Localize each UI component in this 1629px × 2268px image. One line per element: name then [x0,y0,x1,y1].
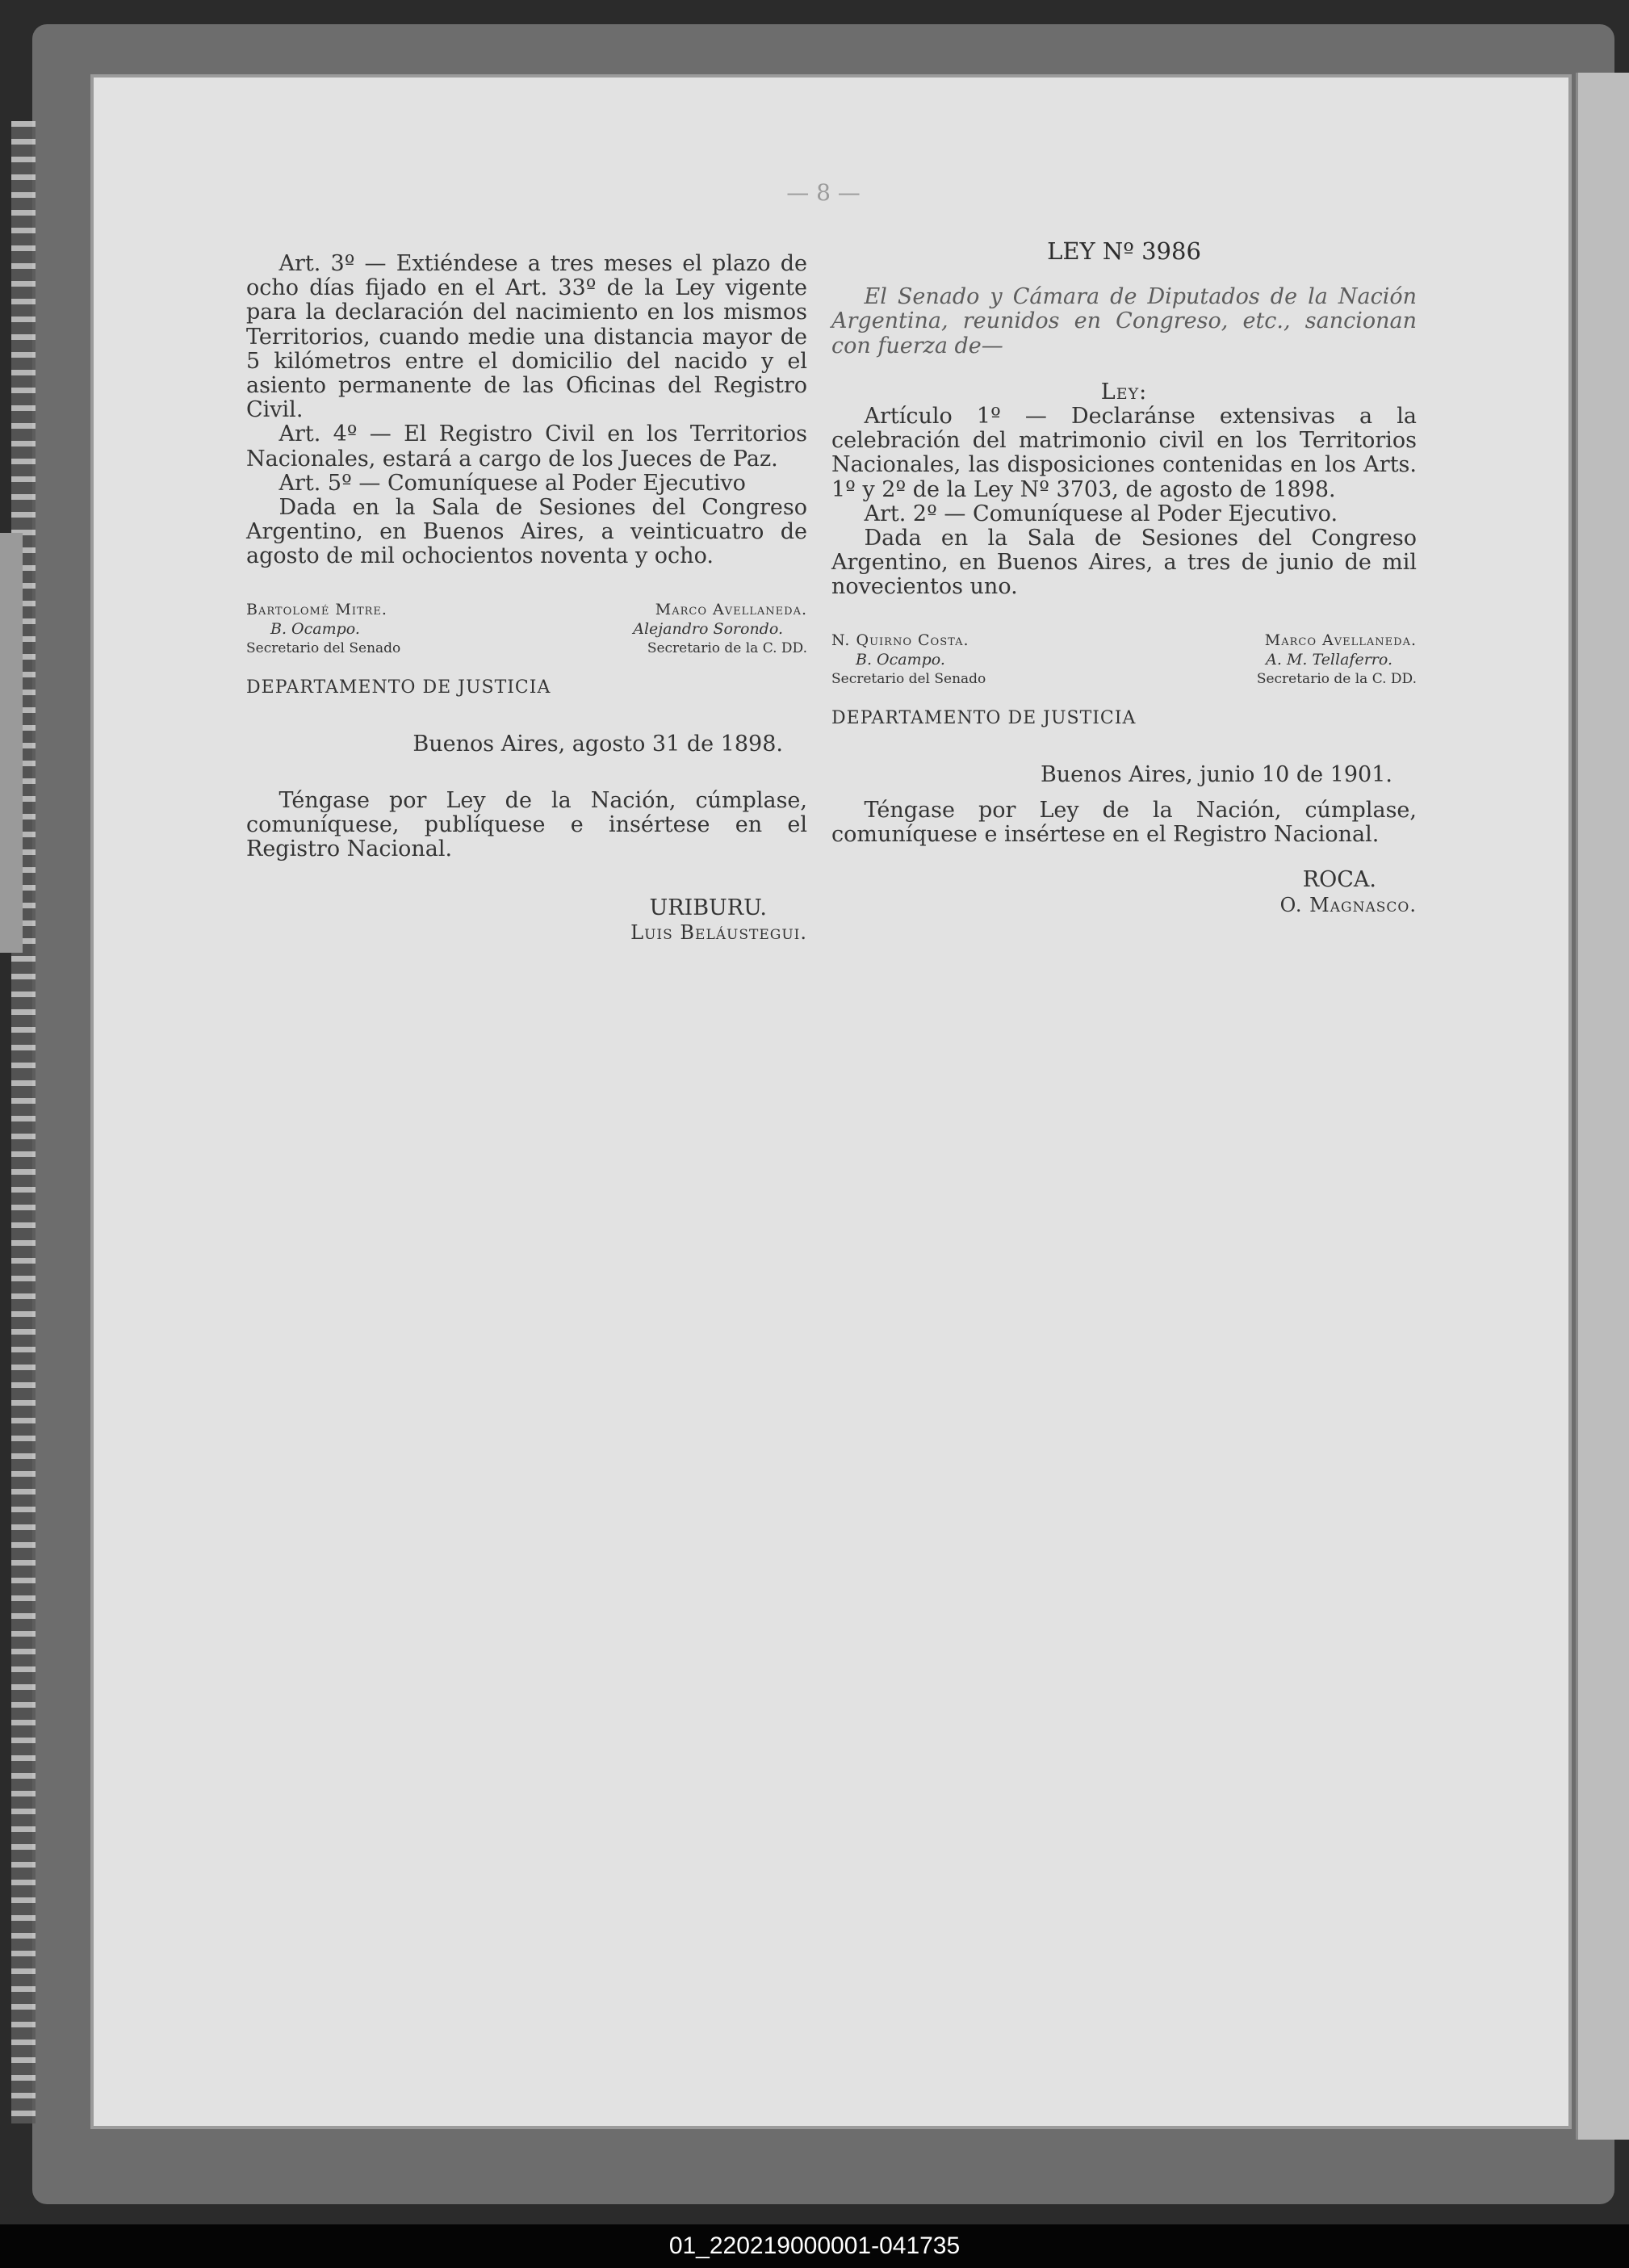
article-4: Art. 4º — El Registro Civil en los Territorios Nacionales, estará a cargo de los Jueces de Paz. [246,421,807,472]
scan-id-bar [0,2224,1629,2268]
department-heading: DEPARTAMENTO DE JUSTICIA [831,707,1137,728]
senate-secretary-role: Secretario del Senado [831,670,986,687]
promulgation-date: Buenos Aires, junio 10 de 1901. [1040,761,1392,787]
adjacent-page-edge [1576,73,1629,2140]
signature-block [246,600,807,658]
senate-secretary-name: B. Ocampo. [270,619,360,638]
senate-secretary-name: B. Ocampo. [856,650,945,669]
signature-block [831,631,1417,689]
president-signature: ROCA. [1302,867,1376,893]
binder-edge [0,533,23,953]
promulgation-decree: Téngase por Ley de la Nación, cúmplase, comuníquese, publíquese e insértese en el Registro Nacional. [246,788,807,862]
promulgation-date: Buenos Aires, agosto 31 de 1898. [412,731,783,757]
sanction-paragraph: Dada en la Sala de Sesiones del Congreso Argentino, en Buenos Aires, a veinticuatro de agosto de mil ochocientos noventa y ocho. [246,495,807,569]
ley-label: Ley: [1100,379,1148,405]
law-title: LEY Nº 3986 [1047,237,1201,265]
department-heading: DEPARTAMENTO DE JUSTICIA [246,677,551,698]
executive-signers [246,896,807,945]
article-3: Art. 3º — Extiéndese a tres meses el plazo de ocho días fijado en el Art. 33º de la Ley vigente para la declaración del nacimiento en los mismos Territorios, cuando medie una distancia mayor de 5 kilómetros entre el domicilio del nacido y el asiento permanente de las Oficinas del Registro Civil. [246,251,807,423]
senate-signatures [831,631,986,689]
minister-signature: Luis Beláustegui. [630,920,807,944]
binding-stitches [11,121,36,2123]
chamber-secretary-name: Alejandro Sorondo. [633,619,783,638]
senate-president-name: Bartolomé Mitre. [246,600,387,618]
sanction-paragraph: Dada en la Sala de Sesiones del Congreso Argentino, en Buenos Aires, a tres de junio de mil novecientos uno. [831,526,1417,600]
senate-president-name: N. Quirno Costa. [831,631,969,649]
chamber-secretary-name: A. M. Tellaferro. [1266,650,1392,669]
scan-id-text: 01_220219000001-041735 [668,2232,961,2259]
page-number: — 8 — [786,179,861,206]
executive-signers [831,868,1417,916]
right-column [831,239,1417,917]
article-5: Art. 5º — Comuníquese al Poder Ejecutivo [278,470,746,496]
article-1: Artículo 1º — Declaránse extensivas a la celebración del matrimonio civil en los Territorios Nacionales, las disposiciones contenidas en los Arts. 1º y 2º de la Ley Nº 3703, de agosto de 1898. [831,404,1417,502]
chamber-signatures [633,600,807,658]
article-2: Art. 2º — Comuníquese al Poder Ejecutivo. [864,501,1338,526]
chamber-president-name: Marco Avellaneda. [655,600,807,618]
chamber-secretary-role: Secretario de la C. DD. [1256,670,1417,687]
promulgation-decree: Téngase por Ley de la Nación, cúmplase, comuníquese e insértese en el Registro Nacional. [831,798,1417,848]
law-intro: El Senado y Cámara de Diputados de la Nación Argentina, reunidos en Congreso, etc., sancionan con fuerza de— [831,284,1417,358]
chamber-signatures [1257,631,1417,689]
president-signature: URIBURU. [649,895,767,920]
left-column [246,252,807,945]
chamber-president-name: Marco Avellaneda. [1264,631,1417,649]
chamber-secretary-role: Secretario de la C. DD. [647,639,807,656]
senate-signatures [246,600,400,658]
senate-secretary-role: Secretario del Senado [246,639,401,656]
minister-signature: O. Magnasco. [1279,893,1417,916]
